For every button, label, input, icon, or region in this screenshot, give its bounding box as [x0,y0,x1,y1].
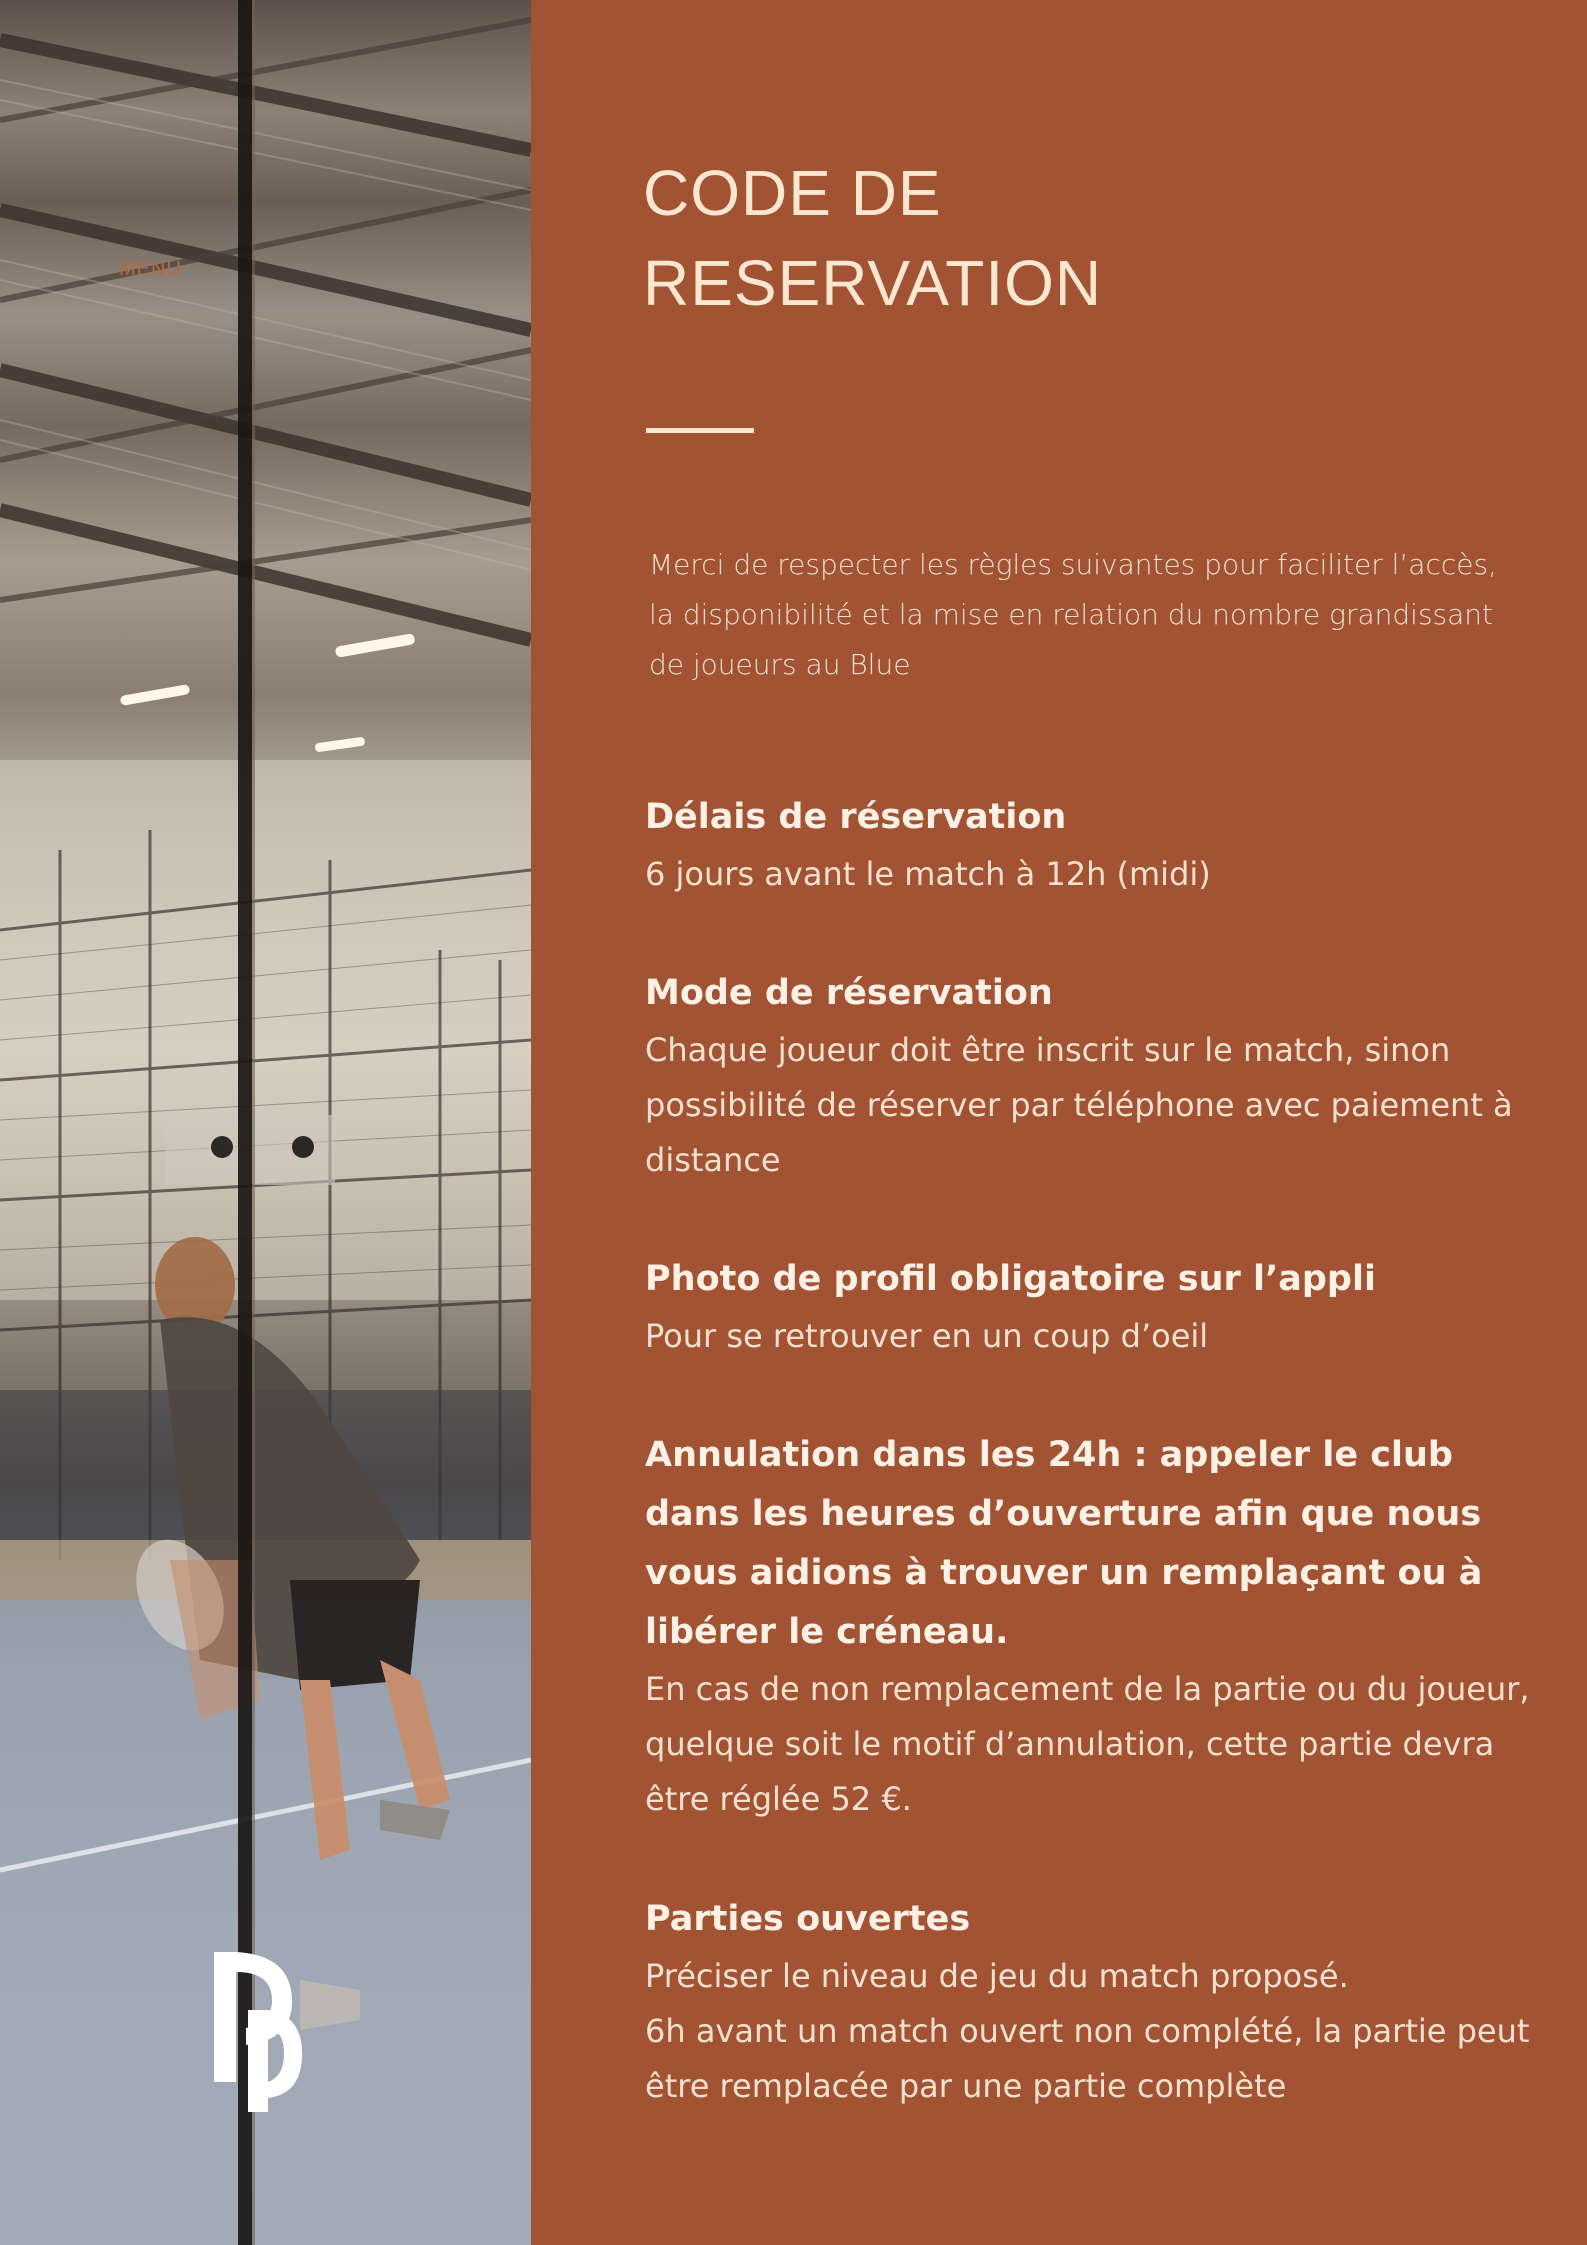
menu-label[interactable]: MENU [119,258,182,280]
padel-court-photo [0,0,531,2245]
section-heading: Parties ouvertes [645,1899,971,1939]
section-heading: Mode de réservation [645,973,1053,1013]
section-body [645,1023,1535,1188]
section-body-line: Chaque joueur doit être inscrit sur le match, sinon possibilité de réserver par téléphone avec paiement à distance [645,1031,1513,1179]
section-body-line: Préciser le niveau de jeu du match proposé. [645,1957,1349,1995]
court-photo-drawing [0,0,531,2245]
page-title [643,148,1493,328]
section-body [645,1309,1535,1364]
content-panel [531,0,1587,2245]
title-line-2: RESERVATION [643,247,1103,319]
section-heading: Délais de réservation [645,797,1067,837]
section-body [645,847,1535,902]
section-body [645,1949,1535,2114]
section-parties-ouvertes [645,1890,1535,2114]
section-mode [645,964,1535,1188]
section-body-line: 6 jours avant le match à 12h (midi) [645,855,1211,893]
section-body-line: 6h avant un match ouvert non complété, la partie peut être remplacée par une partie complète [645,2012,1530,2105]
section-heading: Photo de profil obligatoire sur l’appli [645,1259,1376,1299]
section-annulation [645,1426,1535,1827]
section-heading: Annulation dans les 24h : appeler le club dans les heures d’ouverture afin que nous vous aidions à trouver un remplaçant ou à libérer le créneau. [645,1435,1483,1652]
intro-text: Merci de respecter les règles suivantes pour faciliter l’accès, la disponibilité et la mise en relation du nombre grandissant de joueurs au Blue [649,548,1497,681]
section-body [645,1662,1535,1827]
section-photo-profil [645,1250,1535,1364]
section-body-line: En cas de non remplacement de la partie ou du joueur, quelque soit le motif d’annulation, cette partie devra être réglée 52 €. [645,1670,1530,1818]
title-line-1: CODE DE [643,157,942,229]
title-divider [646,428,754,433]
section-body-line: Pour se retrouver en un coup d’oeil [645,1317,1209,1355]
section-delais [645,788,1535,902]
